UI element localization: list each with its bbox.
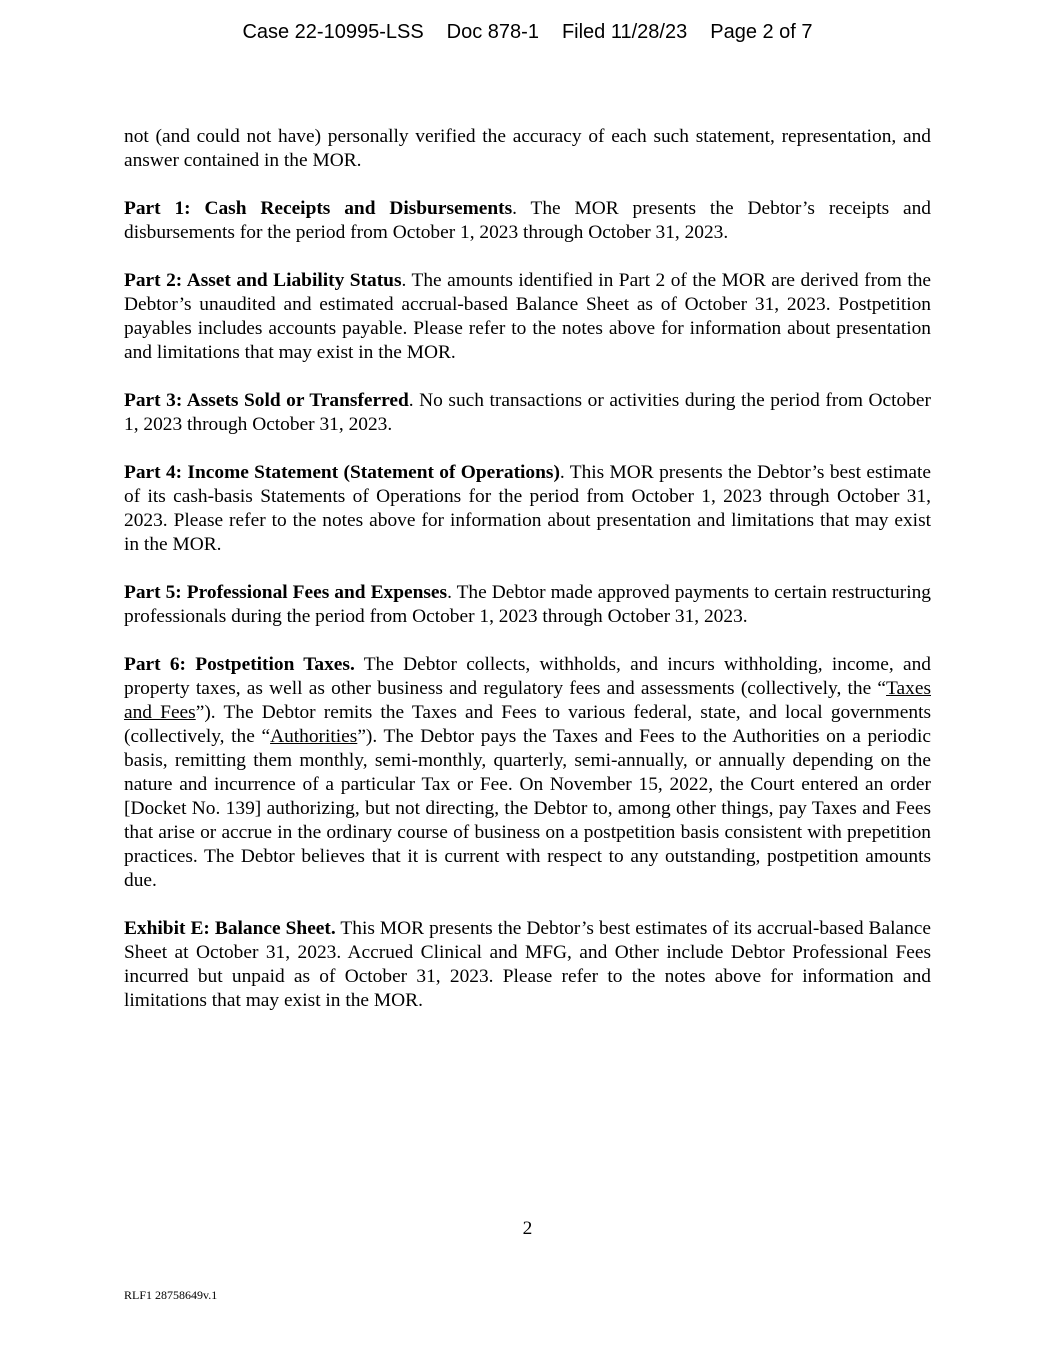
defined-term-taxes-and-fees: Taxes and Fees (124, 678, 931, 723)
part-6-text-2: ”). The Debtor remits the Taxes and Fees to various federal, state, and local governments (collectively, the “ (124, 702, 932, 747)
part-4-paragraph (124, 461, 931, 557)
part-5-heading: Part 5: Professional Fees and Expenses (124, 582, 448, 603)
part-3-text: . No such transactions or activities during the period from October 1, 2023 through October 31, 2023. (124, 390, 931, 435)
part-5-text: . The Debtor made approved payments to certain restructuring professionals during the period from October 1, 2023 through October 31, 2023. (124, 582, 931, 627)
part-6-text-3: ”). The Debtor pays the Taxes and Fees to the Authorities on a periodic basis, remitting them monthly, semi-monthly, quarterly, semi-annually, or annually depending on the nature and incurrence of a particular Tax or Fee. On November 15, 2022, the Court entered an order [Docket No. 139] authorizing, but not directing, the Debtor to, among other things, pay Taxes and Fees that arise or accrue in the ordinary course of business on a postpetition basis consistent with prepetition practices. The Debtor believes that it is current with respect to any outstanding, postpetition amounts due. (124, 726, 931, 891)
filed-date: Filed 11/28/23 (561, 21, 688, 43)
part-4-heading: Part 4: Income Statement (Statement of Operations) (124, 462, 560, 483)
document-body (124, 125, 931, 1037)
exhibit-e-heading: Exhibit E: Balance Sheet. (124, 918, 336, 939)
part-1-heading: Part 1: Cash Receipts and Disbursements (124, 198, 513, 219)
intro-paragraph (124, 125, 931, 173)
part-2-heading: Part 2: Asset and Liability Status (124, 270, 402, 291)
part-6-paragraph (124, 653, 931, 893)
page-indicator: Page 2 of 7 (710, 21, 813, 43)
case-header (0, 19, 1055, 45)
case-number: Case 22-10995-LSS (242, 21, 424, 43)
part-2-paragraph (124, 269, 931, 365)
intro-text: not (and could not have) personally verified the accuracy of each such statement, representation, and answer contained in the MOR. (124, 126, 931, 171)
part-1-paragraph (124, 197, 931, 245)
part-2-text: . The amounts identified in Part 2 of the MOR are derived from the Debtor’s unaudited and estimated accrual-based Balance Sheet as of October 31, 2023. Postpetition payables includes accounts payable. Please refer to the notes above for information about presentation and limitations that may exist in the MOR. (124, 270, 932, 363)
page-number: 2 (522, 1218, 533, 1239)
part-6-text-1: The Debtor collects, withholds, and incurs withholding, income, and property taxes, as well as other business and regulatory fees and assessments (collectively, the “ (124, 654, 931, 699)
exhibit-e-paragraph (124, 917, 931, 1013)
doc-number: Doc 878-1 (446, 21, 539, 43)
defined-term-authorities: Authorities (270, 726, 358, 747)
exhibit-e-text: This MOR presents the Debtor’s best estimates of its accrual-based Balance Sheet at October 31, 2023. Accrued Clinical and MFG, and Other include Debtor Professional Fees incurred but unpaid as of October 31, 2023. Please refer to the notes above for information and limitations that may exist in the MOR. (124, 918, 931, 1011)
part-4-text: . This MOR presents the Debtor’s best estimate of its cash-basis Statements of Operations for the period from October 1, 2023 through October 31, 2023. Please refer to the notes above for information about presentation and limitations that may exist in the MOR. (124, 462, 932, 555)
part-6-heading: Part 6: Postpetition Taxes. (124, 654, 355, 675)
part-1-text: . The MOR presents the Debtor’s receipts and disbursements for the period from October 1, 2023 through October 31, 2023. (124, 198, 931, 243)
document-id: RLF1 28758649v.1 (124, 1288, 218, 1302)
part-5-paragraph (124, 581, 931, 629)
part-3-heading: Part 3: Assets Sold or Transferred (124, 390, 409, 411)
part-3-paragraph (124, 389, 931, 437)
